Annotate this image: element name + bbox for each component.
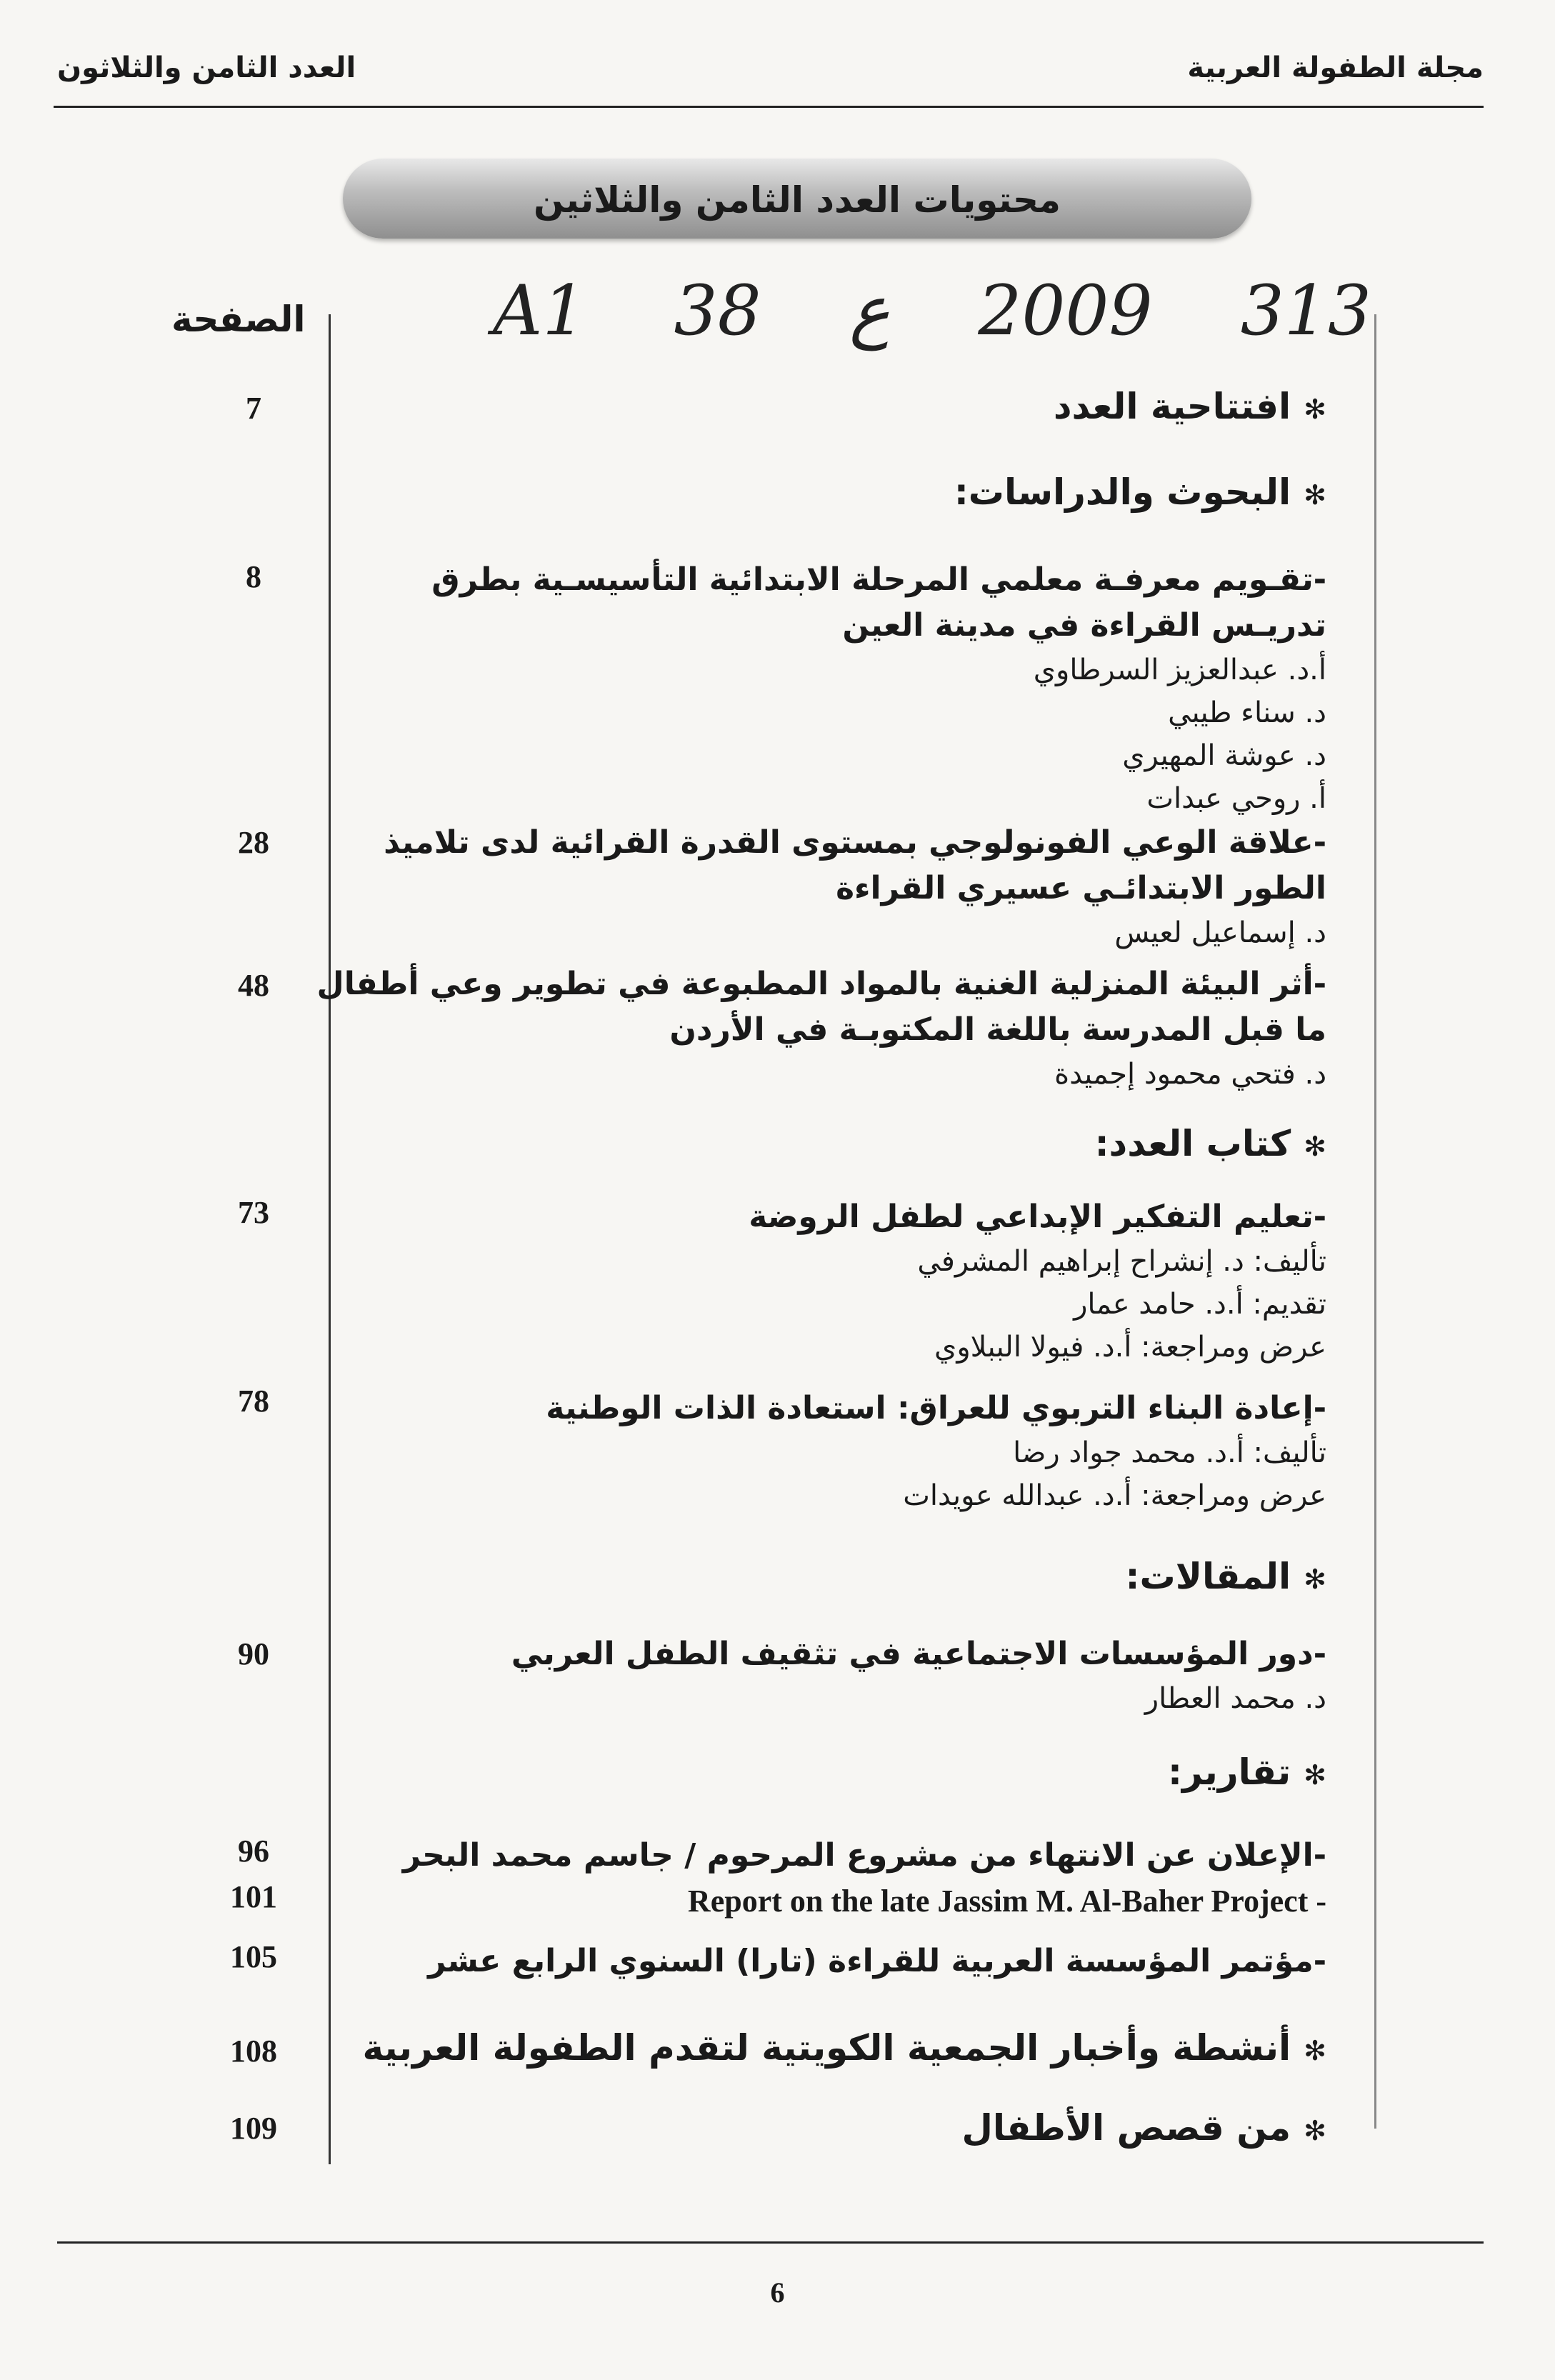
journal-name: مجلة الطفولة العربية [1187,51,1484,84]
entry-title: -دور المؤسسات الاجتماعية في تثقيف الطفل العربي [511,1636,1326,1672]
footer-page-number: 6 [770,2276,785,2309]
toc-entry [312,820,1326,954]
page-number: 101 [230,1879,277,1914]
page-number: 7 [246,391,261,426]
toc-entry [312,961,1326,1096]
toc-entry [312,557,1326,820]
section-articles: ✻المقالات: [1125,1556,1326,1597]
toc-entry [312,1833,1326,1879]
entry-author: أ.د. عبدالعزيز السرطاوي [1033,653,1326,686]
entry-title: -تعليم التفكير الإبداعي لطفل الروضة [749,1199,1326,1235]
page-number: 90 [238,1636,269,1671]
entry-author: تأليف: أ.د. محمد جواد رضا [1013,1436,1326,1469]
page-number: 105 [230,1939,277,1974]
entry-title: -مؤتمر المؤسسة العربية للقراءة (تارا) السنوي الرابع عشر [428,1943,1326,1979]
section-research: ✻البحوث والدراسات: [954,471,1326,513]
entry-title: -إعادة البناء التربوي للعراق: استعادة الذات الوطنية [546,1390,1326,1426]
handwritten-number: 313 [1240,271,1371,351]
handwritten-issue: 38 [674,271,761,351]
toc-entry [312,1939,1326,1984]
page-title: محتويات العدد الثامن والثلاثين [533,179,1061,221]
handwritten-year: 2009 [978,271,1153,351]
section-book: ✻كتاب العدد: [1094,1123,1326,1164]
entry-title: -تقـويم معرفـة معلمي المرحلة الابتدائية التأسيسـية بطرق تدريـس القراءة في مدينة العين [431,561,1326,644]
toc-entry [312,1194,1326,1369]
toc-entry [312,1631,1326,1720]
asterisk-icon: ✻ [1304,2115,1326,2146]
entry-author: تأليف: د. إنشراح إبراهيم المشرفي [917,1244,1326,1278]
toc-entry [312,1386,1326,1517]
toc-entry [312,1879,1326,1924]
entry-title-english: Report on the late Jassim M. Al-Baher Project - [687,1884,1326,1919]
asterisk-icon: ✻ [1304,394,1326,425]
section-stories: ✻من قصص الأطفال [961,2107,1326,2149]
asterisk-icon: ✻ [1304,479,1326,511]
asterisk-icon: ✻ [1304,1759,1326,1791]
handwritten-letter: ع [849,271,891,351]
entry-author: د. سناء طيبي [1168,696,1326,729]
handwritten-code: A1 [493,271,586,351]
page-number: 28 [238,825,269,860]
page-number: 73 [238,1195,269,1230]
page-number: 109 [230,2111,277,2146]
page-number: 96 [238,1834,269,1869]
entry-author: عرض ومراجعة: أ.د. عبدالله عويدات [903,1479,1326,1512]
issue-number: العدد الثامن والثلاثون [57,51,356,84]
page-number: 48 [238,968,269,1003]
page-number: 108 [230,2034,277,2069]
header-rule [54,106,1484,108]
handwritten-annotation [493,271,1371,350]
section-news: ✻أنشطة وأخبار الجمعية الكويتية لتقدم الطفولة العربية [362,2027,1326,2069]
page-number: 78 [238,1384,269,1419]
entry-author: تقديم: أ.د. حامد عمار [1074,1287,1326,1321]
right-rule [1374,314,1376,2129]
entry-author: د. عوشة المهيري [1122,739,1326,772]
footer-rule [57,2241,1484,2244]
entry-title: -الإعلان عن الانتهاء من مشروع المرحوم / جاسم محمد البحر [402,1837,1326,1874]
entry-title: -علاقة الوعي الفونولوجي بمستوى القدرة القرائية لدى تلاميذ الطور الابتدائـي عسيري القراءة [384,824,1326,906]
entry-author: د. فتحي محمود إجميدة [1054,1057,1326,1091]
asterisk-icon: ✻ [1304,2035,1326,2066]
section-opening: ✻افتتاحية العدد [1053,386,1326,427]
entry-author: أ. روحي عبدات [1146,781,1326,815]
asterisk-icon: ✻ [1304,1131,1326,1162]
section-reports: ✻تقارير: [1167,1751,1326,1793]
asterisk-icon: ✻ [1304,1564,1326,1595]
page-number: 8 [246,559,261,594]
entry-title: -أثر البيئة المنزلية الغنية بالمواد المطبوعة في تطوير وعي أطفال ما قبل المدرسة باللغة المكتوبـة في الأردن [316,966,1326,1048]
entry-author: د. محمد العطار [1144,1681,1326,1715]
entry-author: د. إسماعيل لعيس [1114,916,1326,949]
entry-author: عرض ومراجعة: أ.د. فيولا الببلاوي [934,1330,1326,1364]
page-column-label: الصفحة [171,299,306,340]
